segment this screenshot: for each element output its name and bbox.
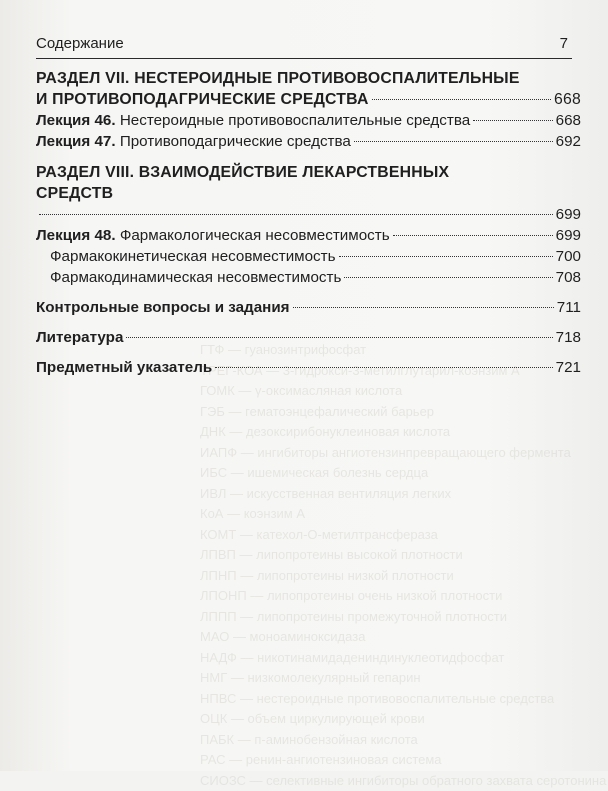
bleed-line: ЛПНП — липопротеины низкой плотности	[200, 566, 560, 587]
toc-entry-section-8-page[interactable]	[36, 204, 581, 225]
running-header	[36, 34, 572, 59]
bleed-line: НПВС — нестероидные противовоспалительные средства	[200, 689, 560, 710]
toc-page: 708	[556, 267, 581, 288]
bleed-line: ГОМК — γ-оксимасляная кислота	[200, 381, 560, 402]
toc-page: 668	[554, 89, 581, 110]
lecture-label: Лекция 48.	[36, 227, 116, 244]
toc-section-title: РАЗДЕЛ VII. НЕСТЕРОИДНЫЕ ПРОТИВОВОСПАЛИТЕЛЬНЫЕ	[36, 68, 520, 89]
bleed-line: ИБС — ишемическая болезнь сердца	[200, 463, 560, 484]
bleed-line: КоА — коэнзим А	[200, 504, 560, 525]
leader-dots	[293, 307, 554, 308]
page-number: 7	[560, 35, 568, 52]
bleed-line: ЛПОНП — липопротеины очень низкой плотности	[200, 586, 560, 607]
entry-title: Контрольные вопросы и задания	[36, 297, 290, 318]
toc-entry-lecture-48[interactable]	[36, 225, 581, 246]
toc-entry-lecture-47[interactable]	[36, 131, 581, 152]
toc-section-title: СРЕДСТВ	[36, 183, 113, 204]
toc-entry-questions[interactable]	[36, 297, 581, 318]
lecture-label: Лекция 47.	[36, 133, 116, 150]
leader-dots	[393, 235, 553, 236]
leader-dots	[126, 337, 552, 338]
toc-section-title: РАЗДЕЛ VIII. ВЗАИМОДЕЙСТВИЕ ЛЕКАРСТВЕННЫХ	[36, 162, 449, 183]
leader-dots	[339, 256, 553, 257]
toc-page: 700	[556, 246, 581, 267]
leader-dots	[473, 120, 552, 121]
toc-page: 711	[557, 297, 581, 318]
toc-page: 668	[556, 110, 581, 131]
bleed-line: ГЭБ — гематоэнцефалический барьер	[200, 402, 560, 423]
leader-dots	[372, 99, 551, 100]
bleed-line: ИВЛ — искусственная вентиляция легких	[200, 484, 560, 505]
bleed-line: ЛППП — липопротеины промежуточной плотности	[200, 607, 560, 628]
bleed-line: КОМТ — катехол-О-метилтрансфераза	[200, 525, 560, 546]
toc-entry-section-7[interactable]	[36, 68, 581, 89]
toc-entry-section-8[interactable]	[36, 162, 581, 183]
toc-entry-subsection-pk[interactable]	[36, 246, 581, 267]
entry-title: Предметный указатель	[36, 357, 212, 378]
lecture-title: Противоподагрические средства	[120, 133, 351, 150]
bleed-line: ТРЕГ-КОА — 3-гидрокси-3-метилглутарил-коэнзим А	[200, 361, 560, 382]
bleed-line: МАО — моноаминоксидаза	[200, 627, 560, 648]
subsection-title: Фармакодинамическая несовместимость	[50, 267, 341, 288]
leader-dots	[354, 141, 553, 142]
lecture-title: Нестероидные противовоспалительные средства	[120, 112, 470, 129]
lecture-label: Лекция 46.	[36, 112, 116, 129]
toc-entry-index[interactable]	[36, 357, 581, 378]
lecture-title: Фармакологическая несовместимость	[120, 227, 390, 244]
bleed-line: ИАПФ — ингибиторы ангиотензинпревращающего фермента	[200, 443, 560, 464]
subsection-title: Фармакокинетическая несовместимость	[50, 246, 336, 267]
toc-entry-section-7-cont[interactable]	[36, 89, 581, 110]
toc-page: 721	[556, 357, 581, 378]
toc-entry-subsection-pd[interactable]	[36, 267, 581, 288]
toc-page: 699	[556, 225, 581, 246]
toc-entry-literature[interactable]	[36, 327, 581, 348]
bleed-line: ПАБК — п-аминобензойная кислота	[200, 730, 560, 751]
leader-dots	[344, 277, 552, 278]
toc-entry-section-8-cont[interactable]	[36, 183, 581, 204]
entry-title: Литература	[36, 327, 123, 348]
header-title: Содержание	[36, 35, 124, 52]
bleed-through-text	[200, 340, 560, 791]
bleed-line: ДНК — дезоксирибонуклеиновая кислота	[200, 422, 560, 443]
bleed-line: РАС — ренин-ангиотензиновая система	[200, 750, 560, 771]
toc-page: 692	[556, 131, 581, 152]
toc-page: 699	[556, 204, 581, 225]
table-of-contents	[36, 68, 581, 378]
toc-section-title: И ПРОТИВОПОДАГРИЧЕСКИЕ СРЕДСТВА	[36, 89, 369, 110]
bleed-line: ОЦК — объем циркулирующей крови	[200, 709, 560, 730]
bleed-line: НАДФ — никотинамидадениндинуклеотидфосфат	[200, 648, 560, 669]
toc-entry-lecture-46[interactable]	[36, 110, 581, 131]
bleed-line: НМГ — низкомолекулярный гепарин	[200, 668, 560, 689]
toc-page: 718	[556, 327, 581, 348]
leader-dots	[39, 214, 553, 215]
bleed-line: ЛПВП — липопротеины высокой плотности	[200, 545, 560, 566]
leader-dots	[215, 367, 552, 368]
bleed-line: ГТФ — гуанозинтрифосфат	[200, 340, 560, 361]
bleed-line: СИОЗС — селективные ингибиторы обратного захвата серотонина	[200, 771, 560, 791]
